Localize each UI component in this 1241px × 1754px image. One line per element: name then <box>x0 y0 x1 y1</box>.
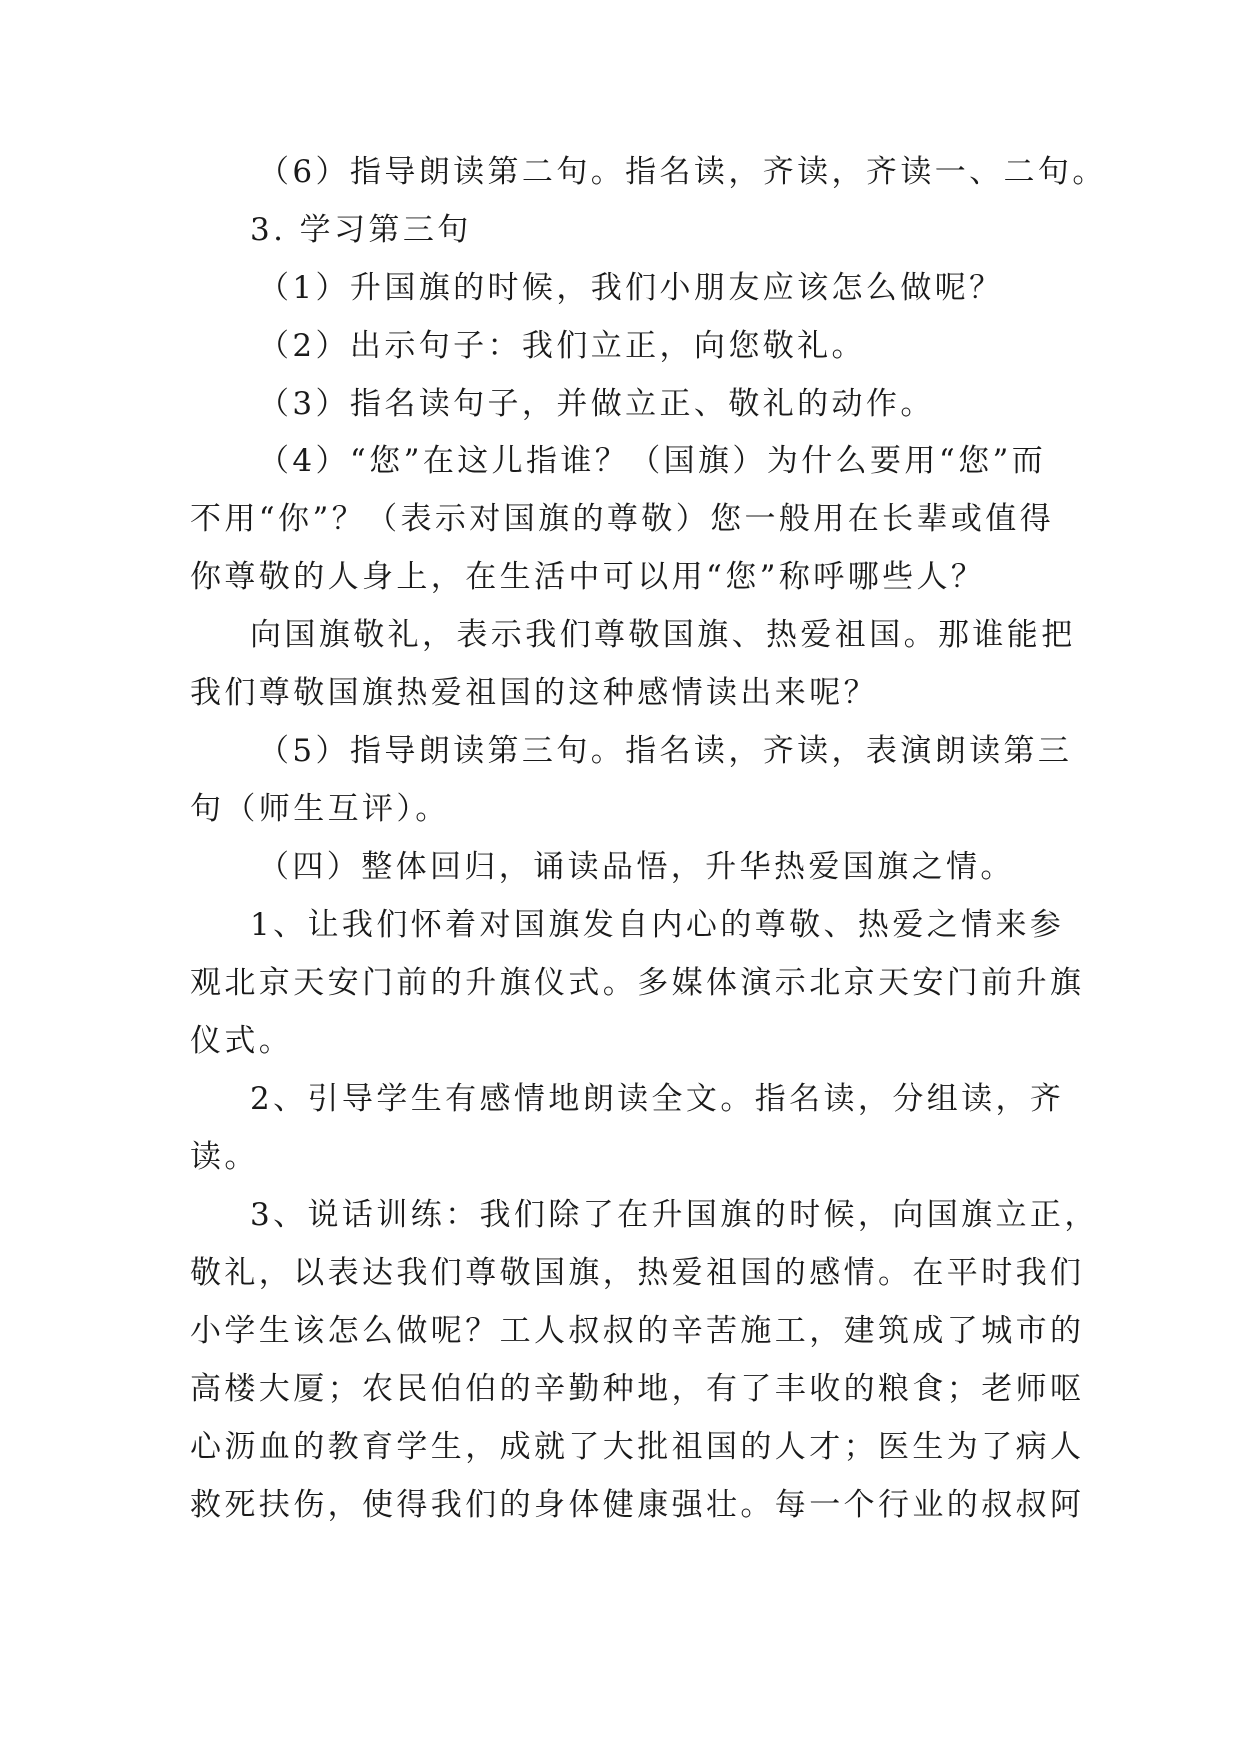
text-line: （5）指导朗读第三句。指名读，齐读，表演朗读第三 <box>258 733 1073 769</box>
text-line: （4）“您”在这儿指谁？（国旗）为什么要用“您”而 <box>258 443 1047 479</box>
text-line: 仪式。 <box>190 1023 294 1059</box>
text-line: 救死扶伤，使得我们的身体健康强壮。每一个行业的叔叔阿 <box>190 1487 1085 1523</box>
section-heading: （四）整体回归，诵读品悟，升华热爱国旗之情。 <box>258 849 1015 885</box>
text-line: （1）升国旗的时候，我们小朋友应该怎么做呢？ <box>258 270 1004 306</box>
text-line: 3、说话训练：我们除了在升国旗的时候，向国旗立正， <box>250 1197 1099 1233</box>
text-line: 我们尊敬国旗热爱祖国的这种感情读出来呢？ <box>190 675 878 711</box>
text-line: （6）指导朗读第二句。指名读，齐读，齐读一、二句。 <box>258 154 1107 190</box>
text-line: 2、引导学生有感情地朗读全文。指名读，分组读，齐 <box>250 1081 1065 1117</box>
text-line: 你尊敬的人身上，在生活中可以用“您”称呼哪些人？ <box>190 559 986 595</box>
text-line: 读。 <box>190 1139 259 1175</box>
text-line: 心沥血的教育学生，成就了大批祖国的人才；医生为了病人 <box>190 1429 1085 1465</box>
text-line: 向国旗敬礼，表示我们尊敬国旗、热爱祖国。那谁能把 <box>250 617 1076 653</box>
text-line: 敬礼，以表达我们尊敬国旗，热爱祖国的感情。在平时我们 <box>190 1255 1085 1291</box>
text-line: 小学生该怎么做呢？工人叔叔的辛苦施工，建筑成了城市的 <box>190 1313 1085 1349</box>
section-heading: 3. 学习第三句 <box>250 212 472 248</box>
text-line: （3）指名读句子，并做立正、敬礼的动作。 <box>258 386 935 422</box>
text-line: 1、让我们怀着对国旗发自内心的尊敬、热爱之情来参 <box>250 907 1065 943</box>
text-line: 不用“你”？（表示对国旗的尊敬）您一般用在长辈或值得 <box>190 501 1055 537</box>
text-line: 观北京天安门前的升旗仪式。多媒体演示北京天安门前升旗 <box>190 965 1085 1001</box>
text-line: 句（师生互评）。 <box>190 791 450 827</box>
text-line: （2）出示句子：我们立正，向您敬礼。 <box>258 328 866 364</box>
text-line: 高楼大厦；农民伯伯的辛勤种地，有了丰收的粮食；老师呕 <box>190 1371 1085 1407</box>
